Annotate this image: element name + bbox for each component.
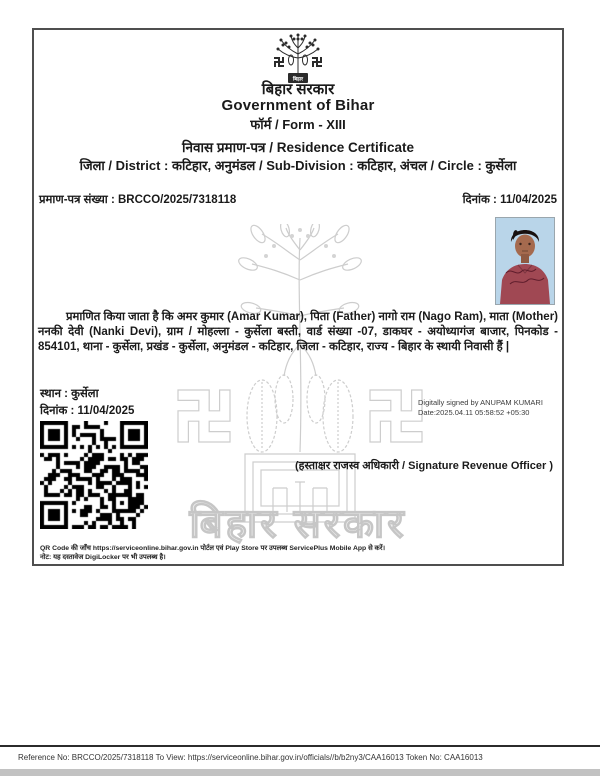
digital-signature-line1: Digitally signed by ANUPAM KUMARI (418, 398, 543, 407)
issue-date-line: दिनांक : 11/04/2025 (40, 405, 135, 417)
govt-title-english: Government of Bihar (221, 97, 375, 114)
district-division-circle-line: जिला / District : कटिहार, अनुमंडल / Sub-Division : कटिहार, अंचल / Circle : कुर्सेला (79, 158, 517, 173)
form-number-line: फॉर्म / Form - XIII (250, 117, 346, 132)
applicant-photo-image (496, 218, 554, 304)
footer-divider (0, 745, 600, 747)
footer-reference-line: Reference No: BRCCO/2025/7318118 To View: https://serviceonline.bihar.gov.in/officials//b/b2ny3/CAA16013 Token No: CAA16013 (18, 753, 483, 762)
issue-date-top: दिनांक : 11/04/2025 (462, 194, 557, 206)
qr-note-line1: QR Code की जाँच https://serviceonline.bihar.gov.in पोर्टल एवं Play Store पर उपलब्ध ServicePlus Mobile App से करें। (40, 545, 386, 552)
certificate-title: निवास प्रमाण-पत्र / Residence Certificate (181, 140, 415, 155)
qr-code-canvas (40, 421, 148, 529)
certificate-meta-row (39, 192, 557, 207)
watermark-text: बिहार सरकार (189, 502, 407, 546)
digital-signature-line2: Date:2025.04.11 05:58:52 +05:30 (418, 407, 530, 417)
govt-title-hindi: बिहार सरकार (261, 81, 335, 98)
applicant-photo (495, 217, 555, 305)
watermark-emblem-icon (150, 224, 450, 524)
certificate-border-box (32, 28, 564, 566)
signature-officer-line: (हस्ताक्षर राजस्व अधिकारी / Signature Revenue Officer ) (294, 460, 553, 472)
bottom-gray-strip (0, 769, 600, 776)
place-line: स्थान : कुर्सेला (40, 388, 99, 400)
emblem-tree-icon (261, 32, 335, 86)
certificate-number: प्रमाण-पत्र संख्या : BRCCO/2025/7318118 (39, 194, 237, 206)
svg-text:बिहार: बिहार (292, 76, 304, 83)
qr-code (40, 421, 148, 529)
certificate-body-text: प्रमाणित किया जाता है कि अमर कुमार (Amar Kumar), पिता (Father) नागो राम (Nago Ram), माता (Mother) ननकी देवी (Nanki Devi), ग्राम / मोहल्ला - कुर्सेला बस्ती, वार्ड संख्या -07, डाकघर - अयोध्यागंज बाजार, पिनकोड - 854101, थाना - कुर्सेला, प्रखंड - कुर्सेला, अनुमंडल - कटिहार, जिला - कटिहार, राज्य - बिहार के स्थायी निवासी हैं | (38, 311, 558, 353)
digital-signature-block (418, 398, 543, 417)
qr-note-line2: नोट: यह दस्तावेज DigiLocker पर भी उपलब्ध है। (40, 554, 166, 561)
